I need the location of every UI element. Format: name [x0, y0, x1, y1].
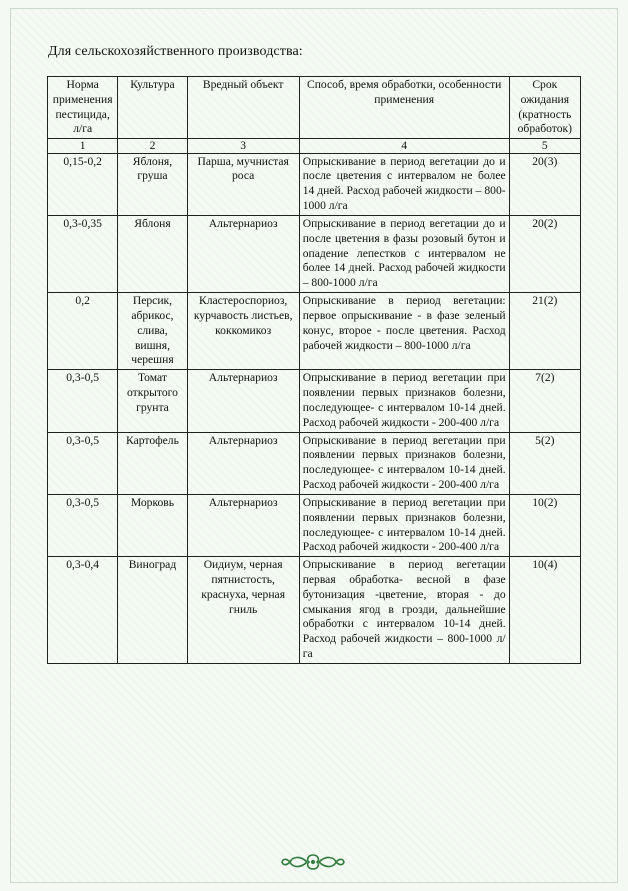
column-number-row	[48, 139, 581, 153]
rate-cell: 0,3-0,35	[48, 215, 118, 292]
table-row	[48, 494, 581, 556]
method-cell: Опрыскивание в период вегетации до и после цветения в фазы розовый бутон и опадение лепестков с интервалом не более 14 дней. Расход рабочей жидкости – 800-1000 л/га	[299, 215, 509, 292]
header-rate: Норма применения пестицида, л/га	[48, 77, 118, 139]
table-header-row	[48, 77, 581, 139]
waiting-period-cell: 20(2)	[509, 215, 580, 292]
rate-cell: 0,3-0,5	[48, 432, 118, 494]
pest-cell: Альтернариоз	[187, 370, 299, 432]
rate-cell: 0,2	[48, 293, 118, 370]
table-row	[48, 557, 581, 664]
waiting-period-cell: 10(4)	[509, 557, 580, 664]
column-number: 1	[48, 139, 118, 153]
method-cell: Опрыскивание в период вегетации при появлении первых признаков болезни, последующее- с интервалом 10-14 дней. Расход рабочей жидкости - 200-400 л/га	[299, 494, 509, 556]
column-number: 3	[187, 139, 299, 153]
rate-cell: 0,3-0,4	[48, 557, 118, 664]
method-cell: Опрыскивание в период вегетации при появлении первых признаков болезни, последующее- с интервалом 10-14 дней. Расход рабочей жидкости - 200-400 л/га	[299, 432, 509, 494]
method-cell: Опрыскивание в период вегетации до и после цветения с интервалом не более 14 дней. Расход рабочей жидкости – 800-1000 л/га	[299, 153, 509, 215]
crop-cell: Яблоня, груша	[118, 153, 187, 215]
crop-cell: Морковь	[118, 494, 187, 556]
rate-cell: 0,15-0,2	[48, 153, 118, 215]
header-crop: Культура	[118, 77, 187, 139]
crop-cell: Яблоня	[118, 215, 187, 292]
column-number: 5	[509, 139, 580, 153]
waiting-period-cell: 21(2)	[509, 293, 580, 370]
pest-cell: Альтернариоз	[187, 432, 299, 494]
crop-cell: Картофель	[118, 432, 187, 494]
column-number: 2	[118, 139, 187, 153]
pest-cell: Парша, мучнистая роса	[187, 153, 299, 215]
crop-cell: Персик, абрикос, слива, вишня, черешня	[118, 293, 187, 370]
pest-cell: Кластероспориоз, курчавость листьев, коккомикоз	[187, 293, 299, 370]
method-cell: Опрыскивание в период вегетации первая обработка- весной в фазе бутонизация -цветение, вторая - до смыкания ягод в грозди, дальнейшие обработки с интервалом 10-14 дней. Расход рабочей жидкости – 800-1000 л/га	[299, 557, 509, 664]
column-number: 4	[299, 139, 509, 153]
waiting-period-cell: 10(2)	[509, 494, 580, 556]
table-row	[48, 293, 581, 370]
method-cell: Опрыскивание в период вегетации: первое опрыскивание - в фазе зеленый конус, второе - после цветения. Расход рабочей жидкости – 800-1000 л/га	[299, 293, 509, 370]
pest-cell: Альтернариоз	[187, 494, 299, 556]
table-row	[48, 370, 581, 432]
header-pest: Вредный объект	[187, 77, 299, 139]
rate-cell: 0,3-0,5	[48, 370, 118, 432]
method-cell: Опрыскивание в период вегетации при появлении первых признаков болезни, последующее- с интервалом 10-14 дней. Расход рабочей жидкости - 200-400 л/га	[299, 370, 509, 432]
crop-cell: Томат открытого грунта	[118, 370, 187, 432]
pest-cell: Оидиум, черная пятнистость, краснуха, черная гниль	[187, 557, 299, 664]
floral-ornament-icon	[280, 851, 346, 873]
table-row	[48, 432, 581, 494]
waiting-period-cell: 7(2)	[509, 370, 580, 432]
waiting-period-cell: 20(3)	[509, 153, 580, 215]
waiting-period-cell: 5(2)	[509, 432, 580, 494]
pesticide-regulations-table	[47, 76, 581, 664]
header-waiting-period: Срок ожидания (кратность обработок)	[509, 77, 580, 139]
table-row	[48, 153, 581, 215]
header-method: Способ, время обработки, особенности применения	[299, 77, 509, 139]
table-row	[48, 215, 581, 292]
rate-cell: 0,3-0,5	[48, 494, 118, 556]
crop-cell: Виноград	[118, 557, 187, 664]
pest-cell: Альтернариоз	[187, 215, 299, 292]
document-heading: Для сельскохозяйственного производства:	[48, 44, 303, 59]
